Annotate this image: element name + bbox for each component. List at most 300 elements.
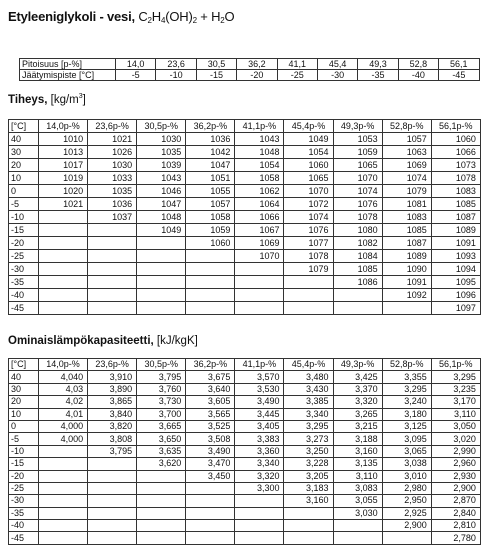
table-cell: 3,383 <box>235 433 284 445</box>
table-row <box>9 250 481 263</box>
table-cell <box>88 458 137 470</box>
table-cell: 3,020 <box>431 433 480 445</box>
table-cell: 1085 <box>431 198 480 211</box>
table-cell: 1085 <box>333 263 382 276</box>
table-cell <box>137 276 186 289</box>
table-cell: 3,295 <box>431 371 480 383</box>
table-cell <box>186 495 235 507</box>
table-cell: 1037 <box>88 211 137 224</box>
table-cell: 1054 <box>235 159 284 172</box>
table-cell: 2,870 <box>431 495 480 507</box>
column-header: 41,1p-% <box>235 120 284 133</box>
table-cell <box>186 302 235 315</box>
table-cell: 3,370 <box>333 383 382 395</box>
table-cell: 3,240 <box>382 396 431 408</box>
table-cell: -5 <box>116 70 156 81</box>
table-cell: 1060 <box>186 237 235 250</box>
table-cell: 1096 <box>431 289 480 302</box>
document-title <box>8 9 234 25</box>
table-cell: 3,635 <box>137 445 186 457</box>
table-cell <box>284 532 333 544</box>
table-row <box>9 224 481 237</box>
table-cell: 3,250 <box>284 445 333 457</box>
table-cell <box>284 507 333 519</box>
table-cell: 1089 <box>431 224 480 237</box>
column-header: 36,2p-% <box>186 359 235 371</box>
table-cell: 3,273 <box>284 433 333 445</box>
table-cell: 3,490 <box>235 396 284 408</box>
table-cell: 1063 <box>382 146 431 159</box>
table-cell: 3,160 <box>284 495 333 507</box>
table-cell: 3,320 <box>235 470 284 482</box>
table-cell: 3,530 <box>235 383 284 395</box>
table-cell <box>333 520 382 532</box>
table-row <box>9 276 481 289</box>
table-cell <box>39 520 88 532</box>
table-cell <box>186 520 235 532</box>
table-cell: 4,03 <box>39 383 88 395</box>
table-cell: 1048 <box>137 211 186 224</box>
table-cell: 3,135 <box>333 458 382 470</box>
column-header: 36,2p-% <box>186 120 235 133</box>
table-cell <box>284 302 333 315</box>
table-cell: 14,0 <box>116 59 156 70</box>
table-cell: 1060 <box>284 159 333 172</box>
table-cell: 2,980 <box>382 482 431 494</box>
table-cell: 1066 <box>235 211 284 224</box>
column-header: 56,1p-% <box>431 359 480 371</box>
table-row <box>9 185 481 198</box>
table-cell: 3,865 <box>88 396 137 408</box>
table-cell: 2,930 <box>431 470 480 482</box>
table-cell <box>186 250 235 263</box>
table-row <box>9 433 481 445</box>
table-cell: 1036 <box>88 198 137 211</box>
table-row <box>9 371 481 383</box>
temperature-cell: -15 <box>9 458 39 470</box>
table-row <box>9 133 481 146</box>
table-cell: 3,228 <box>284 458 333 470</box>
table-cell: 1020 <box>39 185 88 198</box>
table-cell: 1057 <box>186 198 235 211</box>
table-cell: 1081 <box>382 198 431 211</box>
table-cell <box>88 495 137 507</box>
table-cell <box>333 289 382 302</box>
table-cell: 1051 <box>186 172 235 185</box>
table-cell: 2,840 <box>431 507 480 519</box>
table-cell: 1083 <box>431 185 480 198</box>
table-cell: 1035 <box>137 146 186 159</box>
density-heading <box>8 93 86 106</box>
table-cell: 3,665 <box>137 420 186 432</box>
table-cell: 3,808 <box>88 433 137 445</box>
table-cell <box>186 263 235 276</box>
table-cell: 1073 <box>431 159 480 172</box>
table-cell: 3,508 <box>186 433 235 445</box>
density-table <box>8 119 481 315</box>
table-cell: 1097 <box>431 302 480 315</box>
table-cell <box>88 224 137 237</box>
table-cell: 3,320 <box>333 396 382 408</box>
table-cell: 3,110 <box>333 470 382 482</box>
temperature-cell: -15 <box>9 224 39 237</box>
table-cell: 3,065 <box>382 445 431 457</box>
column-header: 30,5p-% <box>137 359 186 371</box>
table-cell: 1094 <box>431 263 480 276</box>
table-cell: 1030 <box>137 133 186 146</box>
table-cell <box>39 495 88 507</box>
table-cell: 4,01 <box>39 408 88 420</box>
table-cell: 3,760 <box>137 383 186 395</box>
temperature-cell: 0 <box>9 420 39 432</box>
table-cell <box>88 470 137 482</box>
table-cell: 2,810 <box>431 520 480 532</box>
table-cell: 3,840 <box>88 408 137 420</box>
table-cell: 3,340 <box>284 408 333 420</box>
table-cell: 1085 <box>382 224 431 237</box>
table-cell: 4,040 <box>39 371 88 383</box>
table-cell: 1058 <box>235 172 284 185</box>
table-cell: -40 <box>398 70 438 81</box>
table-cell: 2,925 <box>382 507 431 519</box>
table-cell <box>39 224 88 237</box>
section-title: Tiheys, <box>8 93 48 106</box>
table-cell <box>333 532 382 544</box>
temperature-cell: -40 <box>9 520 39 532</box>
table-row <box>9 172 481 185</box>
table-cell: 1047 <box>137 198 186 211</box>
table-cell: 56,1 <box>439 59 479 70</box>
table-cell: 1059 <box>333 146 382 159</box>
table-cell: 1079 <box>382 185 431 198</box>
column-header: 23,6p-% <box>88 120 137 133</box>
table-cell: 3,295 <box>382 383 431 395</box>
column-header: [°C] <box>9 359 39 371</box>
table-cell: 1078 <box>284 250 333 263</box>
table-cell: 1039 <box>137 159 186 172</box>
formula-part: (OH) <box>165 9 193 24</box>
column-header: 23,6p-% <box>88 359 137 371</box>
table-cell <box>39 276 88 289</box>
temperature-cell: 10 <box>9 408 39 420</box>
temperature-cell: -40 <box>9 289 39 302</box>
column-header: 45,4p-% <box>284 359 333 371</box>
table-cell: 3,450 <box>186 470 235 482</box>
table-cell: 3,640 <box>186 383 235 395</box>
table-cell: 1093 <box>431 250 480 263</box>
table-cell: 3,360 <box>235 445 284 457</box>
row-label: Jäätymispiste [°C] <box>20 70 116 81</box>
table-cell <box>39 445 88 457</box>
table-cell: 3,480 <box>284 371 333 383</box>
table-cell <box>235 520 284 532</box>
temperature-cell: -5 <box>9 433 39 445</box>
table-cell: 1019 <box>39 172 88 185</box>
formula-part: O <box>224 9 235 24</box>
table-row <box>9 302 481 315</box>
table-cell: 1043 <box>235 133 284 146</box>
table-cell <box>186 507 235 519</box>
table-cell: 1066 <box>431 146 480 159</box>
table-row <box>9 263 481 276</box>
table-cell: 3,235 <box>431 383 480 395</box>
table-cell: 1043 <box>137 172 186 185</box>
table-cell: 1046 <box>137 185 186 198</box>
formula-part: + H <box>200 9 221 24</box>
table-cell: 1035 <box>88 185 137 198</box>
table-cell <box>284 289 333 302</box>
table-cell: 1064 <box>235 198 284 211</box>
table-cell: 41,1 <box>277 59 317 70</box>
table-cell: 3,038 <box>382 458 431 470</box>
table-cell: 3,010 <box>382 470 431 482</box>
table-cell <box>186 289 235 302</box>
table-cell: 1013 <box>39 146 88 159</box>
table-cell <box>39 470 88 482</box>
table-cell <box>88 302 137 315</box>
table-cell <box>88 532 137 544</box>
table-cell <box>382 302 431 315</box>
table-cell <box>39 532 88 544</box>
table-cell <box>284 276 333 289</box>
column-header: 49,3p-% <box>333 359 382 371</box>
table-cell <box>39 458 88 470</box>
table-cell: 3,605 <box>186 396 235 408</box>
table-cell <box>137 250 186 263</box>
table-cell: 1086 <box>333 276 382 289</box>
table-cell <box>137 302 186 315</box>
table-cell <box>235 532 284 544</box>
table-cell: 1010 <box>39 133 88 146</box>
table-cell <box>88 250 137 263</box>
temperature-cell: 20 <box>9 159 39 172</box>
table-cell: 3,425 <box>333 371 382 383</box>
temperature-cell: -30 <box>9 495 39 507</box>
table-cell: 4,000 <box>39 433 88 445</box>
table-cell <box>186 482 235 494</box>
heat-capacity-table <box>8 358 481 545</box>
table-cell: 1026 <box>88 146 137 159</box>
column-header: 45,4p-% <box>284 120 333 133</box>
table-cell: 3,110 <box>431 408 480 420</box>
temperature-cell: 40 <box>9 133 39 146</box>
table-row <box>9 237 481 250</box>
table-cell: 3,795 <box>88 445 137 457</box>
formula-part: C <box>138 9 148 24</box>
row-label: Pitoisuus [p-%] <box>20 59 116 70</box>
temperature-cell: -30 <box>9 263 39 276</box>
table-cell: 1065 <box>284 172 333 185</box>
table-cell: 1076 <box>284 224 333 237</box>
table-row <box>9 383 481 395</box>
table-cell <box>186 532 235 544</box>
table-cell: 1021 <box>88 133 137 146</box>
table-cell: 3,188 <box>333 433 382 445</box>
table-cell <box>39 237 88 250</box>
table-cell: 1092 <box>382 289 431 302</box>
temperature-cell: -45 <box>9 532 39 544</box>
table-cell: 3,170 <box>431 396 480 408</box>
table-cell <box>39 302 88 315</box>
table-cell: 3,490 <box>186 445 235 457</box>
column-header: 41,1p-% <box>235 359 284 371</box>
table-cell: 2,950 <box>382 495 431 507</box>
table-cell: 30,5 <box>196 59 236 70</box>
column-header: 14,0p-% <box>39 359 88 371</box>
heat-capacity-heading <box>8 335 198 347</box>
header-row <box>9 120 481 133</box>
formula-sub: 2 <box>192 16 197 25</box>
formula-part: H <box>151 9 161 24</box>
table-cell: 1091 <box>431 237 480 250</box>
table-cell <box>137 470 186 482</box>
table-cell: 3,910 <box>88 371 137 383</box>
table-cell <box>88 520 137 532</box>
table-cell: 3,125 <box>382 420 431 432</box>
temperature-cell: -5 <box>9 198 39 211</box>
table-cell: 1057 <box>382 133 431 146</box>
table-cell: 1062 <box>235 185 284 198</box>
table-cell <box>235 289 284 302</box>
table-cell: 3,445 <box>235 408 284 420</box>
table-cell: 1087 <box>382 237 431 250</box>
table-row <box>9 482 481 494</box>
table-cell: 3,295 <box>284 420 333 432</box>
temperature-cell: -35 <box>9 507 39 519</box>
table-cell: 1084 <box>333 250 382 263</box>
temperature-cell: -20 <box>9 237 39 250</box>
table-row <box>9 532 481 544</box>
table-cell: 3,620 <box>137 458 186 470</box>
column-header: 30,5p-% <box>137 120 186 133</box>
concentration-table <box>19 58 480 81</box>
table-cell: 3,700 <box>137 408 186 420</box>
table-cell <box>39 482 88 494</box>
table-cell <box>39 289 88 302</box>
table-cell: 1080 <box>333 224 382 237</box>
table-cell: -45 <box>439 70 479 81</box>
table-row <box>9 289 481 302</box>
table-cell: 1095 <box>431 276 480 289</box>
temperature-cell: 10 <box>9 172 39 185</box>
table-cell: 23,6 <box>156 59 196 70</box>
section-unit: $[kg/m^3]$ <box>50 93 86 106</box>
table-cell: 1053 <box>333 133 382 146</box>
table-cell: 1067 <box>235 224 284 237</box>
table-cell: 1078 <box>431 172 480 185</box>
table-cell: 2,900 <box>382 520 431 532</box>
table-row <box>9 420 481 432</box>
table-cell: 1091 <box>382 276 431 289</box>
table-row <box>9 211 481 224</box>
table-cell: 1069 <box>235 237 284 250</box>
column-header: 14,0p-% <box>39 120 88 133</box>
table-row <box>9 520 481 532</box>
temperature-cell: 30 <box>9 146 39 159</box>
table-cell: 1087 <box>431 211 480 224</box>
table-cell <box>137 532 186 544</box>
table-cell: -10 <box>156 70 196 81</box>
table-cell: 3,890 <box>88 383 137 395</box>
table-cell: 36,2 <box>237 59 277 70</box>
table-cell <box>137 289 186 302</box>
temperature-cell: 20 <box>9 396 39 408</box>
table-cell: -15 <box>196 70 236 81</box>
table-cell: 3,183 <box>284 482 333 494</box>
table-cell <box>137 520 186 532</box>
table-cell <box>235 276 284 289</box>
table-cell <box>88 289 137 302</box>
table-cell: 3,525 <box>186 420 235 432</box>
table-cell: 1076 <box>333 198 382 211</box>
temperature-cell: -10 <box>9 211 39 224</box>
table-cell: -25 <box>277 70 317 81</box>
table-cell <box>88 507 137 519</box>
table-cell: 3,215 <box>333 420 382 432</box>
table-cell: 1021 <box>39 198 88 211</box>
table-cell: 2,960 <box>431 458 480 470</box>
table-cell: 1042 <box>186 146 235 159</box>
table-cell: 1070 <box>235 250 284 263</box>
table-cell: 3,095 <box>382 433 431 445</box>
column-header: 56,1p-% <box>431 120 480 133</box>
table-cell <box>88 276 137 289</box>
table-row <box>9 458 481 470</box>
table-row <box>20 70 480 81</box>
table-cell: 3,820 <box>88 420 137 432</box>
table-cell: 3,083 <box>333 482 382 494</box>
table-cell <box>39 263 88 276</box>
table-cell: 1033 <box>88 172 137 185</box>
table-cell <box>284 520 333 532</box>
table-cell <box>39 211 88 224</box>
table-cell: 3,340 <box>235 458 284 470</box>
temperature-cell: 0 <box>9 185 39 198</box>
column-header: 49,3p-% <box>333 120 382 133</box>
table-row <box>9 159 481 172</box>
temperature-cell: 30 <box>9 383 39 395</box>
table-cell: 3,160 <box>333 445 382 457</box>
table-row <box>9 408 481 420</box>
table-cell <box>235 495 284 507</box>
table-cell: 1017 <box>39 159 88 172</box>
table-row <box>20 59 480 70</box>
table-cell: 1090 <box>382 263 431 276</box>
formula-sub: 4 <box>160 16 166 25</box>
table-cell: 1055 <box>186 185 235 198</box>
table-cell <box>186 276 235 289</box>
table-row <box>9 507 481 519</box>
table-cell: -20 <box>237 70 277 81</box>
table-cell: 3,565 <box>186 408 235 420</box>
table-cell: 1083 <box>382 211 431 224</box>
column-header: 52,8p-% <box>382 359 431 371</box>
table-cell: 1079 <box>284 263 333 276</box>
table-cell: 1070 <box>333 172 382 185</box>
table-cell: 1059 <box>186 224 235 237</box>
table-cell: 3,050 <box>431 420 480 432</box>
temperature-cell: 40 <box>9 371 39 383</box>
table-cell: 1070 <box>284 185 333 198</box>
table-cell <box>382 532 431 544</box>
table-cell: 3,405 <box>235 420 284 432</box>
header-row <box>9 359 481 371</box>
table-cell <box>235 507 284 519</box>
table-cell <box>235 302 284 315</box>
table-row <box>9 396 481 408</box>
table-cell: 52,8 <box>398 59 438 70</box>
table-cell: 3,180 <box>382 408 431 420</box>
